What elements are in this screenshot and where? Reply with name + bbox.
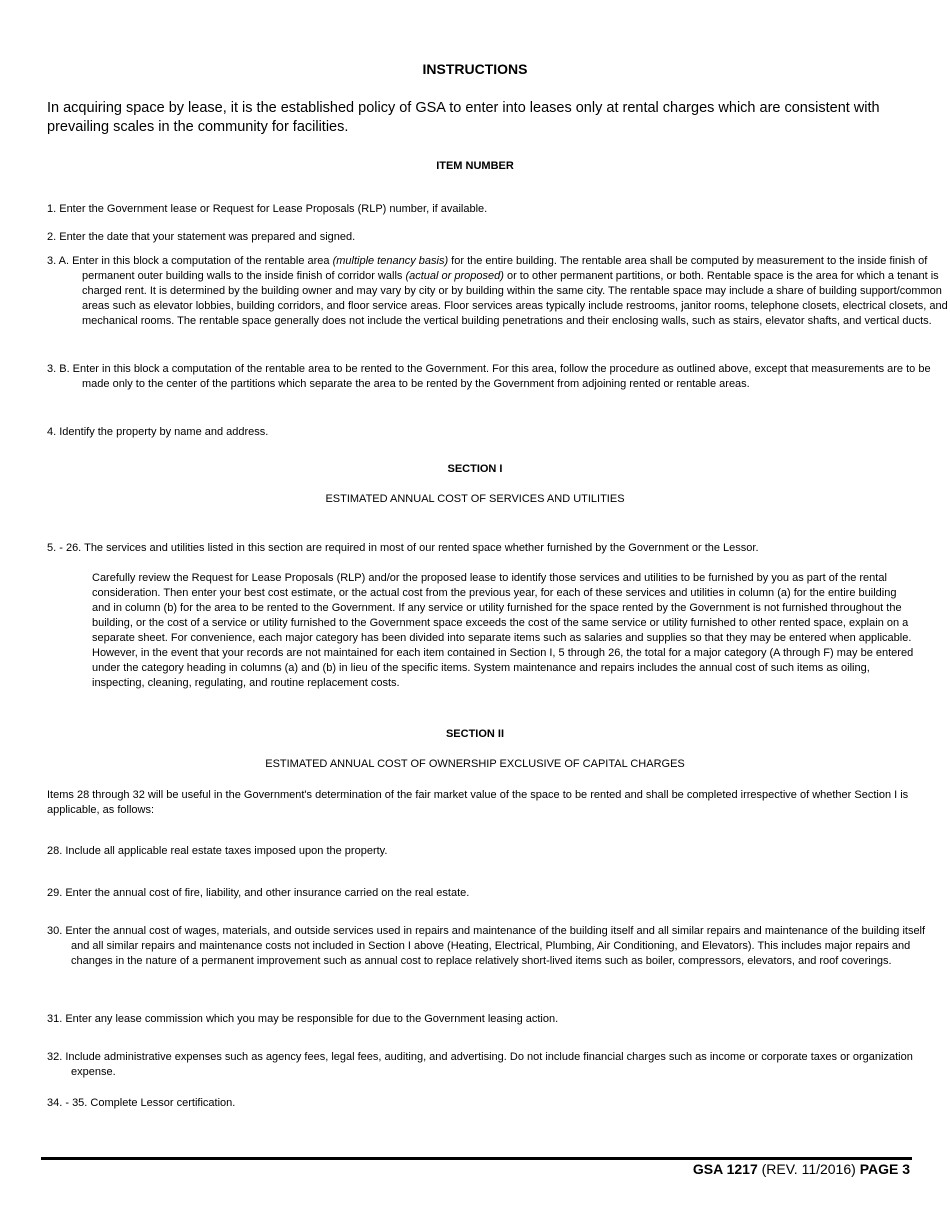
form-number: GSA 1217 xyxy=(692,1161,758,1177)
footer xyxy=(693,1161,910,1177)
item-3a-text-post: or to other permanent partitions, or both. Rentable space is the area for which a tenant is charged rent. It is determined by the building owner and may vary by city or by building within the same city. The rentable space may include a share of building support/common areas such as elevator lobbies, building corridors, and floor service areas. Floor services areas typically include restrooms, janitor rooms, telephone closets, electrical closets, and mechanical rooms. The rentable space generally does not include the vertical building penetrations and their enclosing walls, such as stairs, elevator shafts, and vertical ducts. xyxy=(82,270,948,327)
item-3a-italic-2: (actual or proposed) xyxy=(405,270,504,282)
item-3a-text-mid: for the entire building. The rentable area shall be computed by measurement to the inside finish of permanent outer building walls to the inside finish of corridor walls xyxy=(82,255,928,282)
intro-text: In acquiring space by lease, it is the established policy of GSA to enter into leases only at rental charges which are consistent with prevailing scales in the community for facilities. xyxy=(47,100,880,135)
item-4: 4. Identify the property by name and address. xyxy=(47,426,269,438)
section-1-paragraph: Carefully review the Request for Lease Proposals (RLP) and/or the proposed lease to identify those services and utilities to be furnished by you as part of the rental consideration. Then enter your best cost estimate, or the actual cost from the previous year, for each of these services and utilities in column (a) for the entire building and in column (b) for the area to be rented to the Government. If any service or utility furnished for the space rented by the Government is not furnished throughout the building, or the cost of a service or utility furnished to the Government space exceeds the cost of the same service or utility furnished to other rented space, explain on a separate sheet. For convenience, each major category has been divided into separate items such as salaries and supplies so that they may be entered when applicable. However, in the event that your records are not maintained for each item contained in Section I, 5 through 26, the total for a major category (A through F) may be entered under the category heading in columns (a) and (b) in lieu of the specific items. System maintenance and repairs includes the annual cost of such items as oiling, inspecting, cleaning, regulating, and routine replacement costs. xyxy=(92,572,914,689)
section-1-subheading: ESTIMATED ANNUAL COST OF SERVICES AND UTILITIES xyxy=(325,493,625,505)
item-1: 1. Enter the Government lease or Request for Lease Proposals (RLP) number, if available. xyxy=(47,203,488,215)
item-3b: 3. B. Enter in this block a computation of the rentable area to be rented to the Government. For this area, follow the procedure as outlined above, except that measurements are to be made only to the center of the partitions which separate the area to be rented by the Government from adjoining rented or rentable areas. xyxy=(47,363,931,390)
item-3a xyxy=(47,254,948,329)
item-number-heading: ITEM NUMBER xyxy=(436,160,514,172)
item-29: 29. Enter the annual cost of fire, liability, and other insurance carried on the real estate. xyxy=(47,887,470,899)
page-number: PAGE 3 xyxy=(859,1161,910,1177)
footer-rule xyxy=(41,1157,912,1160)
item-2: 2. Enter the date that your statement was prepared and signed. xyxy=(47,231,356,243)
item-28: 28. Include all applicable real estate taxes imposed upon the property. xyxy=(47,845,388,857)
section-2-subheading: ESTIMATED ANNUAL COST OF OWNERSHIP EXCLUSIVE OF CAPITAL CHARGES xyxy=(265,758,685,770)
section-1-heading: SECTION I xyxy=(447,463,503,475)
section-2-heading: SECTION II xyxy=(445,728,505,740)
item-3a-italic-1: (multiple tenancy basis) xyxy=(332,255,449,267)
item-5-26: 5. - 26. The services and utilities listed in this section are required in most of our rented space whether furnished by the Government or the Lessor. xyxy=(47,542,759,554)
section-2-intro: Items 28 through 32 will be useful in the Government's determination of the fair market value of the space to be rented and shall be completed irrespective of whether Section I is applicable, as follows: xyxy=(47,789,909,816)
item-3a-text: 3. A. Enter in this block a computation of the rentable area xyxy=(47,255,333,267)
item-34-35: 34. - 35. Complete Lessor certification. xyxy=(47,1097,236,1109)
revision: (REV. 11/2016) xyxy=(757,1161,860,1177)
page-title: INSTRUCTIONS xyxy=(422,61,528,77)
item-32: 32. Include administrative expenses such as agency fees, legal fees, auditing, and advertising. Do not include financial charges such as income or corporate taxes or organization expense. xyxy=(47,1051,913,1078)
item-30: 30. Enter the annual cost of wages, materials, and outside services used in repairs and maintenance of the building itself and all similar repairs and maintenance of the building itself and all similar repairs and maintenance costs not included in Section I above (Heating, Electrical, Plumbing, Air Conditioning, and Elevators). This includes major repairs and changes in the nature of a permanent improvement such as annual cost to replace relatively short-lived items such as boiler, compressors, elevators, and roof coverings. xyxy=(47,925,926,967)
item-31: 31. Enter any lease commission which you may be responsible for due to the Government leasing action. xyxy=(47,1013,559,1025)
